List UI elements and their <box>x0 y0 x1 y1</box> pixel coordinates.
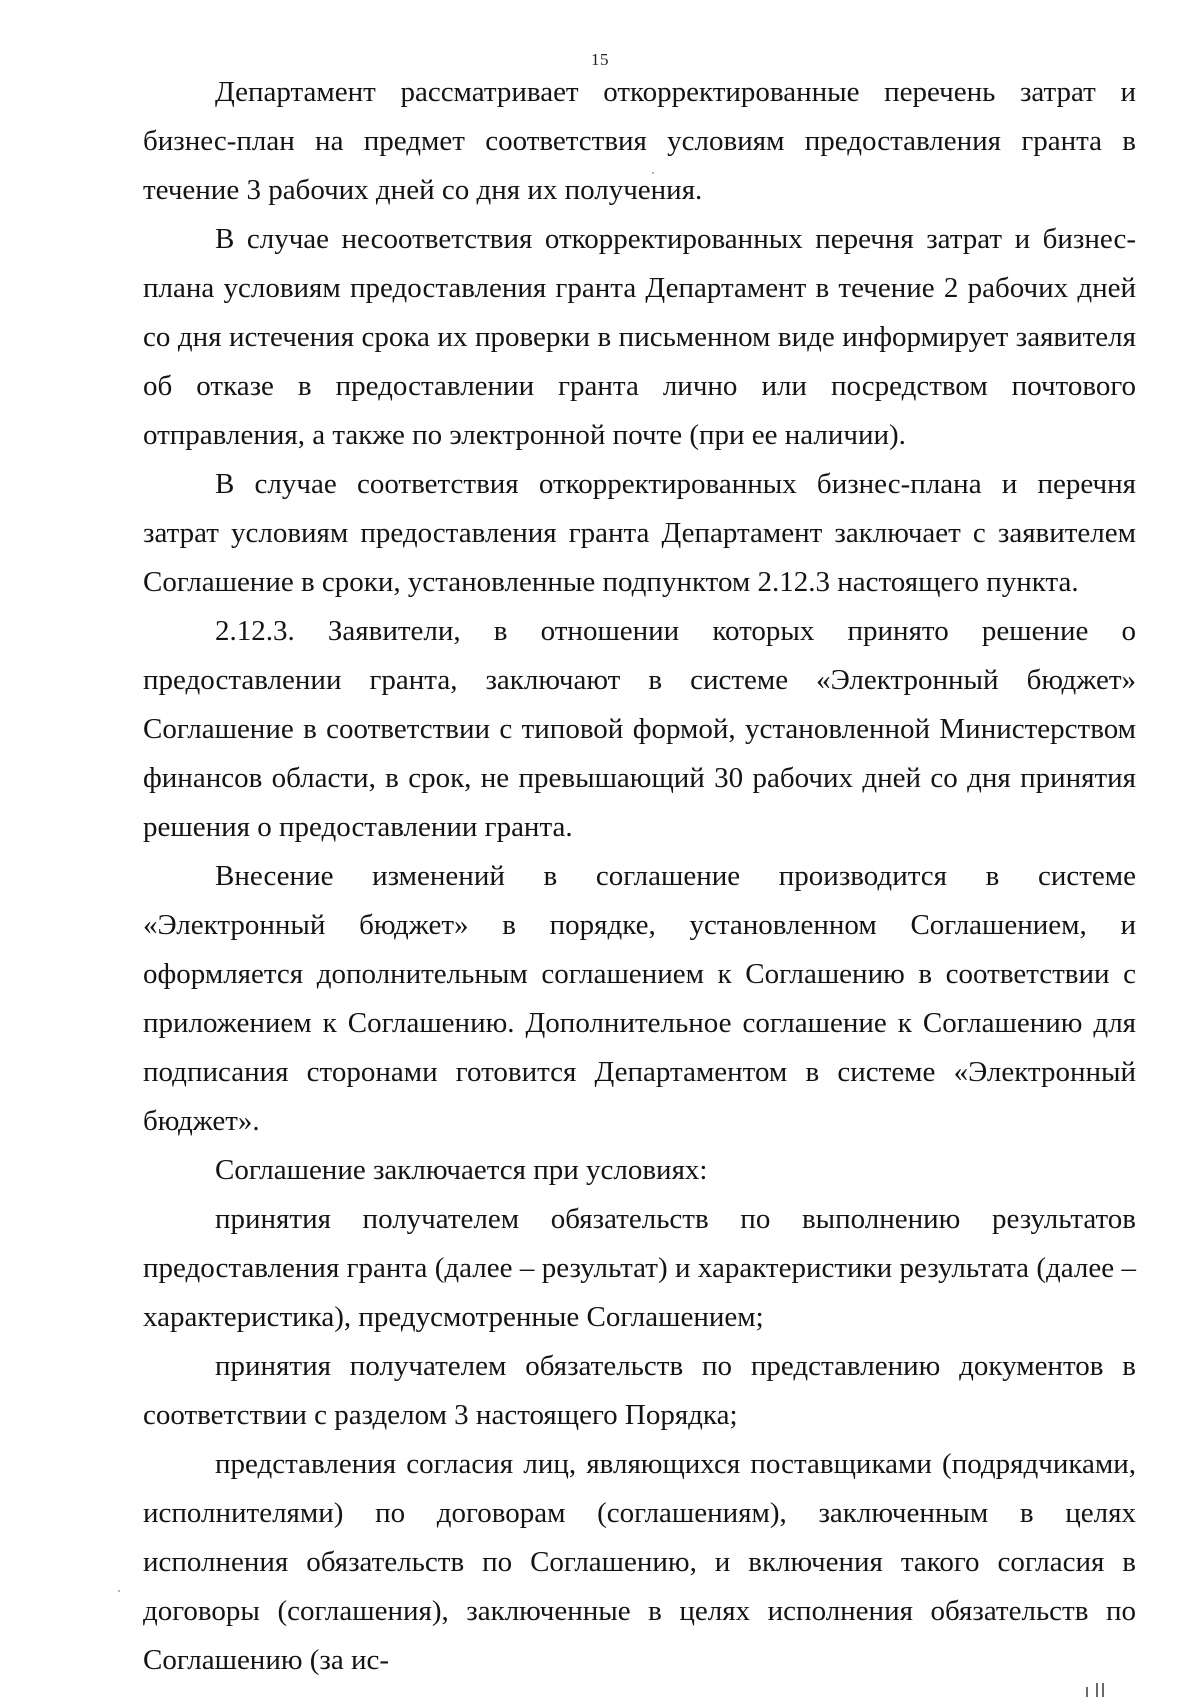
paragraph: 2.12.3. Заявители, в отношении которых принято решение о предоставлении гранта, заключают в системе «Электронный бюджет» Соглашение в соответствии с типовой формой, установленной Министерством финансов области, в срок, не превышающий 30 рабочих дней со дня принятия решения о предоставлении гранта. <box>143 615 1136 843</box>
paragraph: представления согласия лиц, являющихся поставщиками (подрядчиками, исполнителями) по договорам (соглашениям), заключенным в целях исполнения обязательств по Соглашению, и включения такого согласия в договоры (соглашения), заключенные в целях исполнения обязательств по Соглашению (за ис- <box>143 1448 1136 1676</box>
paragraph: В случае несоответствия откорректированных перечня затрат и бизнес-плана условиям предоставления гранта Департамент в течение 2 рабочих дней со дня истечения срока их проверки в письменном виде информирует заявителя об отказе в предоставлении гранта лично или посредством почтового отправления, а также по электронной почте (при ее наличии). <box>143 223 1136 451</box>
scan-edge-marks <box>1080 1683 1120 1697</box>
body-text <box>143 68 1136 1685</box>
scan-speck <box>652 172 654 174</box>
paragraph: Соглашение заключается при условиях: <box>215 1154 708 1186</box>
paragraph: принятия получателем обязательств по представлению документов в соответствии с разделом 3 настоящего Порядка; <box>143 1350 1136 1431</box>
page-number: 15 <box>591 50 609 69</box>
paragraph: В случае соответствия откорректированных бизнес-плана и перечня затрат условиям предоставления гранта Департамент заключает с заявителем Соглашение в сроки, установленные подпунктом 2.12.3 настоящего пункта. <box>143 468 1136 598</box>
paragraph: принятия получателем обязательств по выполнению результатов предоставления гранта (далее – результат) и характеристики результата (далее – характеристика), предусмотренные Соглашением; <box>143 1203 1136 1333</box>
paragraph: Внесение изменений в соглашение производится в системе «Электронный бюджет» в порядке, установленном Соглашением, и оформляется дополнительным соглашением к Соглашению в соответствии с приложением к Соглашению. Дополнительное соглашение к Соглашению для подписания сторонами готовится Департаментом в системе «Электронный бюджет». <box>143 860 1136 1137</box>
scan-speck <box>118 1590 120 1592</box>
paragraph: Департамент рассматривает откорректированные перечень затрат и бизнес-план на предмет соответствия условиям предоставления гранта в течение 3 рабочих дней со дня их получения. <box>143 76 1136 206</box>
